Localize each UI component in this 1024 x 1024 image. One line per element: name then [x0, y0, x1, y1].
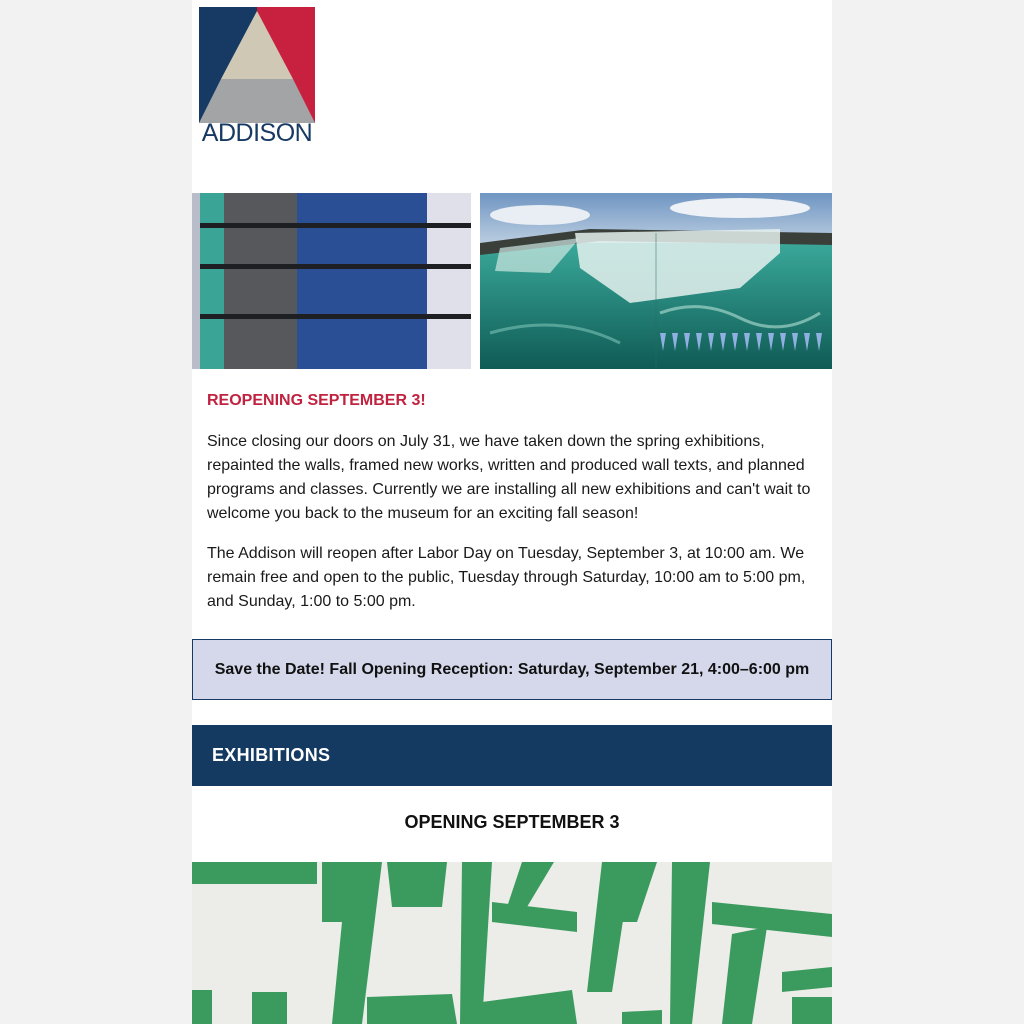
stripes-painting-image — [192, 193, 471, 369]
reopening-paragraph-2: The Addison will reopen after Labor Day on Tuesday, September 3, at 10:00 am. We remain free and open to the public, Tuesday through Saturday, 10:00 am to 5:00 pm, and Sunday, 1:00 to 5:00 pm. — [207, 545, 806, 610]
exhibitions-header-bar — [192, 725, 832, 786]
logo-wordmark: ADDISON — [201, 119, 313, 147]
green-abstract-image — [192, 862, 832, 1024]
waterfall-painting-image — [480, 193, 832, 369]
addison-logo[interactable] — [199, 7, 315, 147]
email-body — [192, 0, 832, 1024]
reopening-paragraph-1: Since closing our doors on July 31, we have taken down the spring exhibitions, repainted the walls, framed new works, written and produced wall texts, and planned programs and classes. Currently we are installing all new exhibitions and can't wait to welcome you back to the museum for an exciting fall season! — [207, 433, 811, 522]
hero-stripes-image[interactable] — [192, 193, 471, 369]
save-the-date-text: Save the Date! Fall Opening Reception: Saturday, September 21, 4:00–6:00 pm — [214, 660, 810, 678]
save-the-date-banner — [192, 639, 832, 700]
exhibitions-title: EXHIBITIONS — [212, 745, 331, 765]
hero-waterfall-image[interactable] — [480, 193, 832, 369]
opening-subheading: OPENING SEPTEMBER 3 — [404, 812, 620, 832]
reopening-headline: REOPENING SEPTEMBER 3! — [207, 392, 426, 409]
logo-mark-icon — [199, 7, 315, 123]
exhibition-artwork-image[interactable] — [192, 862, 832, 1024]
